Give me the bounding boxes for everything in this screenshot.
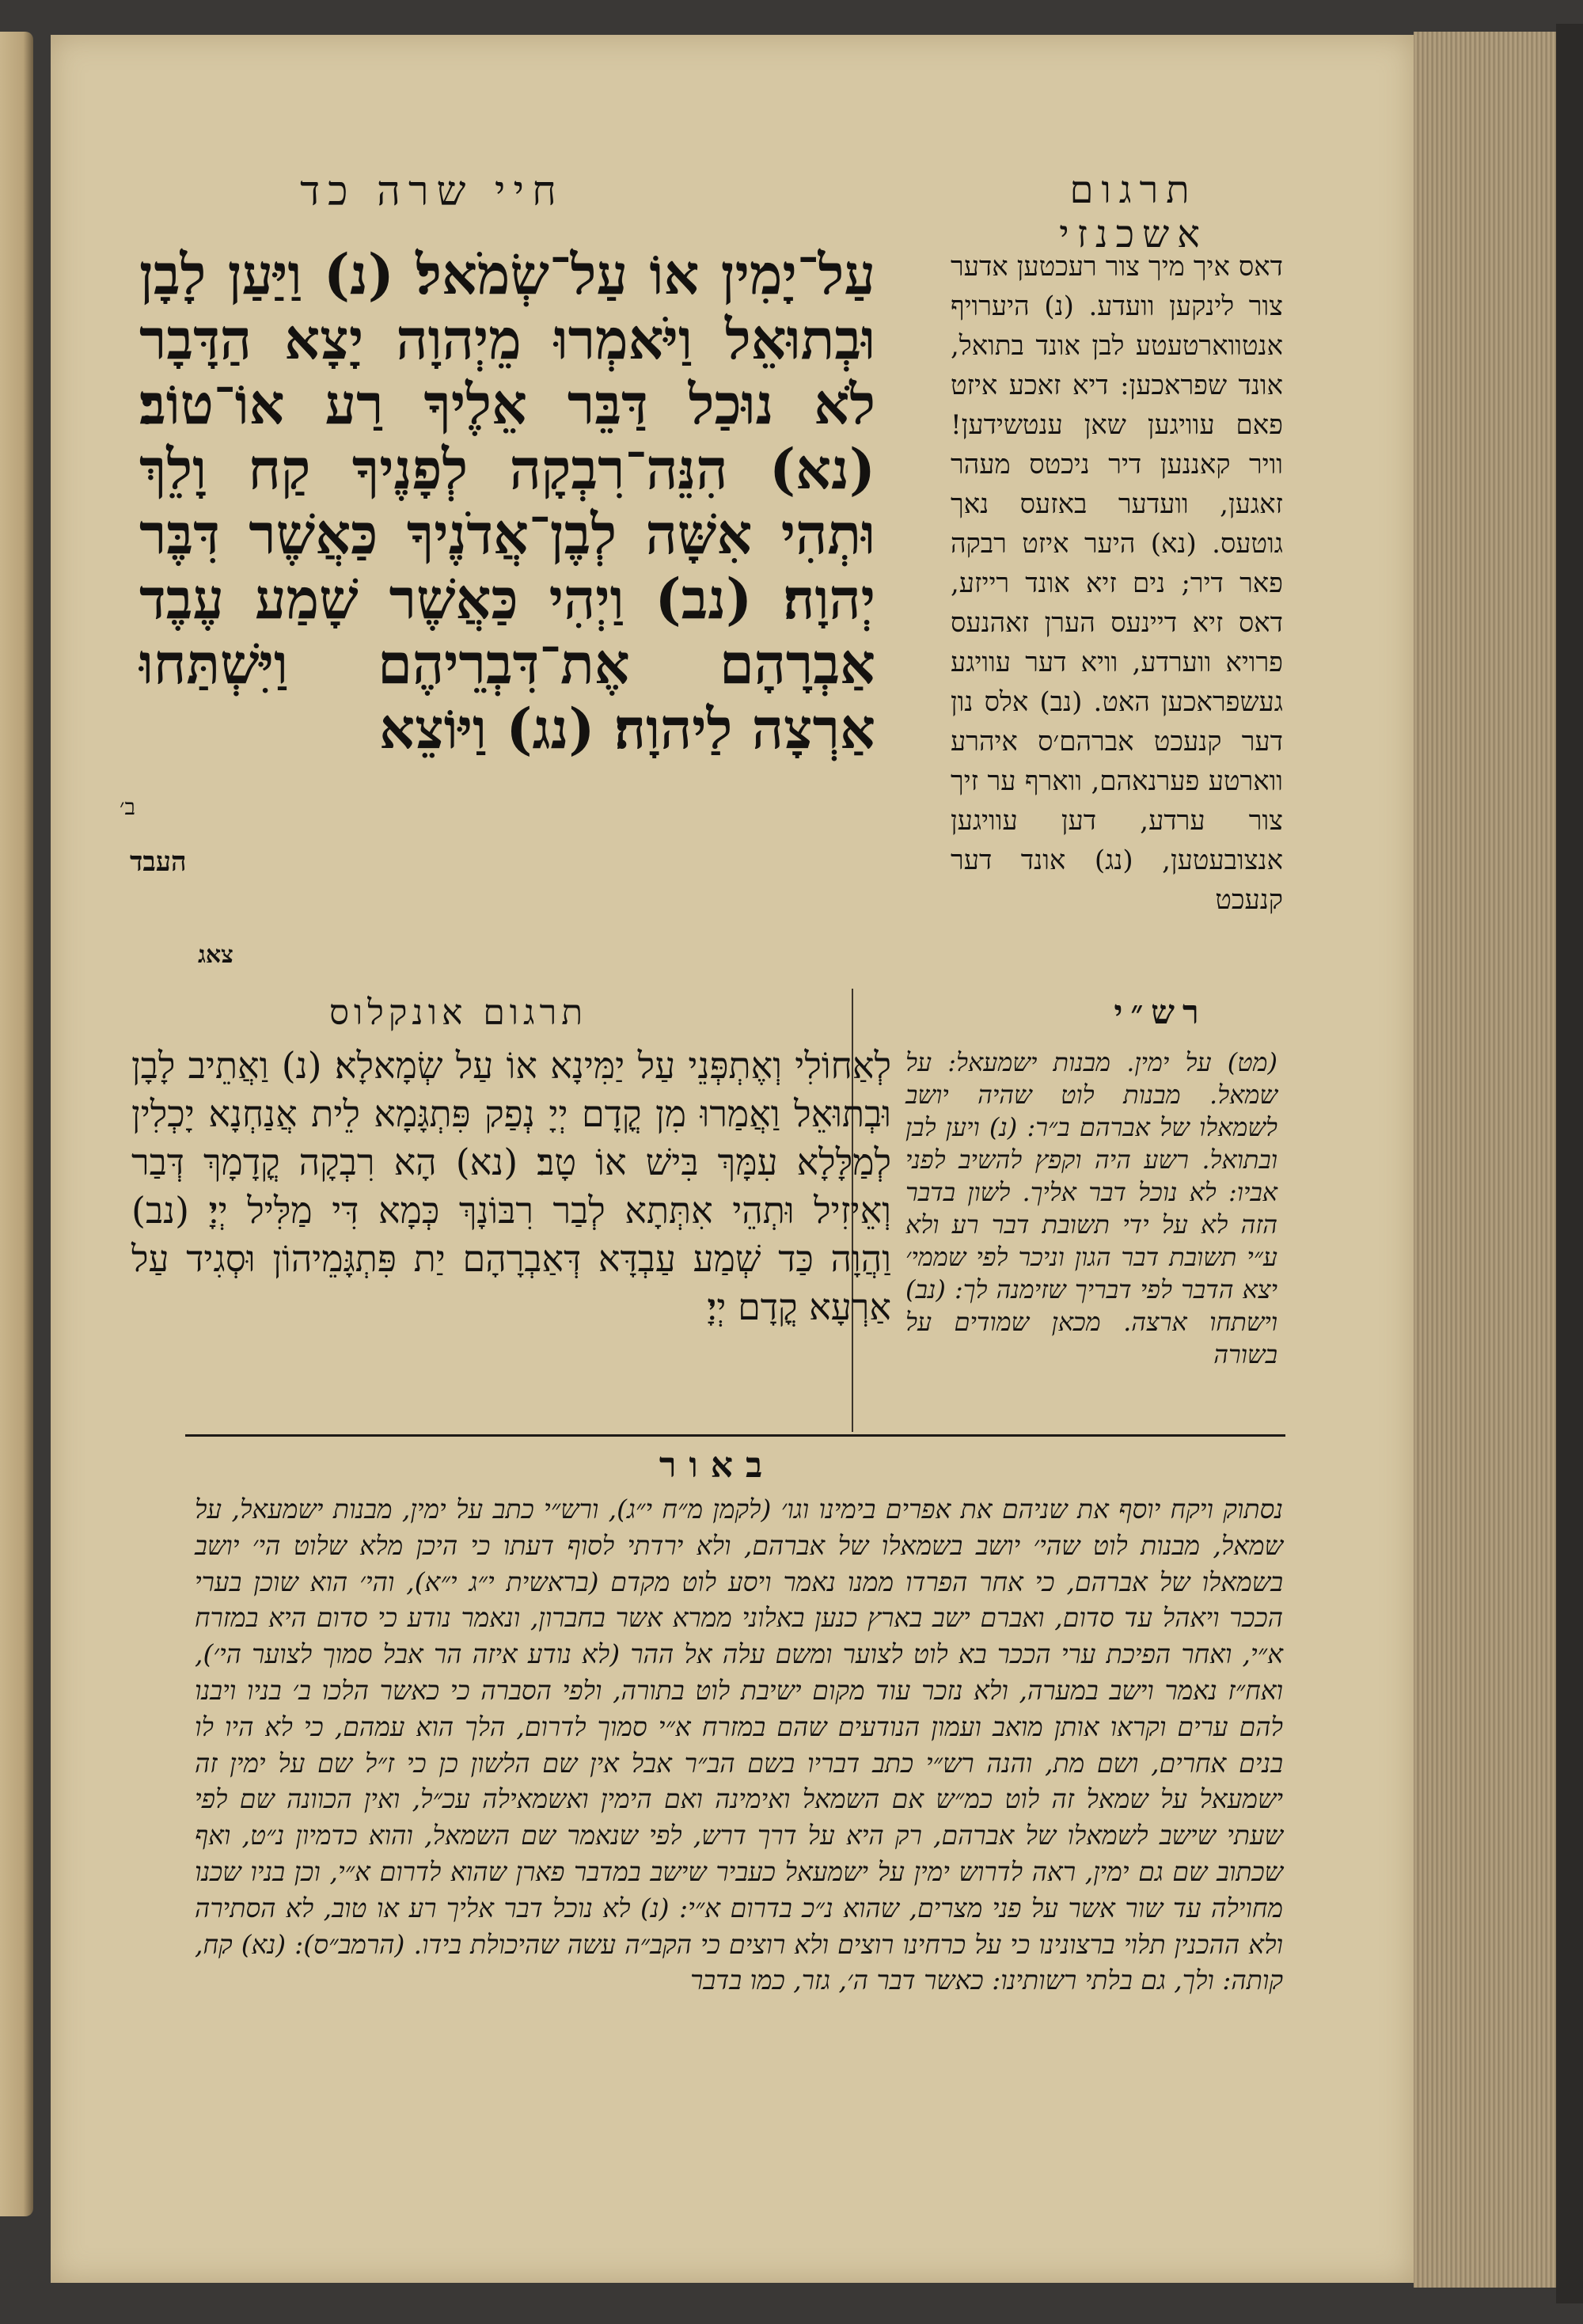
targum-onkelos-header: תרגום אונקלוס	[328, 993, 588, 1033]
torah-catchword: העבד	[130, 846, 187, 878]
targum-ashkenazi-catchword: צאג	[198, 941, 233, 969]
book-page	[51, 35, 1414, 2283]
torah-text: עַל־יָמִין אוֹ עַל־שְׂמֹאל׃ (נ) וַיַּעַן לָבָן וּבְתוּאֵל וַיֹּאמְרוּ מֵיְהוָה יָצָא הַדָּבָר לֹא נוּכַל דַּבֵּר אֵלֶיךָ רַע אוֹ־טוֹב׃ (נא) הִנֵּה־רִבְקָה לְפָנֶיךָ קַח וָלֵךְ וּתְהִי אִשָּׁה לְבֶן־אֲדֹנֶיךָ כַּאֲשֶׁר דִּבֶּר יְהוָה׃ (נב) וַיְהִי כַּאֲשֶׁר שָׁמַע עֶבֶד אַבְרָהָם אֶת־דִּבְרֵיהֶם וַיִּשְׁתַּחוּ אַרְצָה לַיהוָה׃ (נג) וַיּוֹצֵא	[139, 241, 875, 761]
facing-page-edge	[0, 32, 33, 2216]
biur-commentary: נסתוק ויקח יוסף את שניהם את אפרים בימינו וגו׳ (לקמן מ״ח י״ג), ורש״י כתב על ימין, מבנות ישמעאל, על שמאל, מבנות לוט שהי׳ יושב בשמאלו של אברהם, ולא ירדתי לסוף דעתו כי היכן מלא שלוט הי׳ יושב בשמאלו של אברהם, כי אחר הפרדו ממנו נאמר ויסע לוט מקדם (בראשית י״ג י״א), והי׳ הוא שוכן בערי הככר ויאהל עד סדום, ואברם ישב בארץ כנען באלוני ממרא אשר בחברון, ונאמר נודע כי סדום היא במזרח א״י, ואחר הפיכת ערי הככר בא לוט לצוער ומשם עלה אל ההר (לא נודע איזה הר אבל סמוך לצוער הי׳), ואח״ז נאמר וישב במערה, ולא נזכר עוד מקום ישיבת לוט בתורה, ולפי הסברה כי כאשר הלכו ב׳ בניו ויבנו להם ערים וקראו אותן מואב ועמון הנודעים שהם במזרח א״י סמוך לדרום, הלך הוא עמהם, כי לא היו לו בנים אחרים, ושם מת, והנה רש״י כתב דבריו בשם הב״ר אבל אין שם הלשון כן כי ז״ל שם על ימין זה ישמעאל על שמאל זה לוט כמ״ש אם השמאל ואימינה ואם הימין ואשמאילה עכ״ל, ואין הכוונה שם לפי שעתי שישב לשמאלו של אברהם, רק היא על דרך דרש, לפי שנאמר שם השמאל, והוא כדמיון נ״ט, ואף שכתוב שם גם ימין, ראה לדרוש ימין על ישמעאל כעביר שישב במדבר פארן שהוא לדרום א״י, וכן בניו שכנו מחוילה עד שור אשר על פני מצרים, שהוא נ״כ בדרום א״י: (נ) לא נוכל דבר אליך רע או טוב, לא הסתירה ולא ההכנין תלוי ברצונינו כי על כרחינו רוצים ולא רוצים כי הקב״ה עשה שהיכולת בידו. (הרמב״ס): (נא) קח, קותה: ולך, גם בלתי רשותינו: כאשר דבר ה׳, גזר, כמו בדבר	[195, 1494, 1283, 1996]
page-block-edges	[1414, 32, 1556, 2288]
targum-ashkenazi-header: תרגום אשכנזי	[1059, 168, 1208, 256]
biur-header: באור	[659, 1445, 776, 1486]
background-shadow	[1556, 24, 1583, 2303]
targum-onkelos-text: לְאַחוֹלִי וְאֶתְפְּנֵי עַל יַמִּינָא אוֹ עַל שְׂמָאלָא׃ (נ) וַאֲתֵיב לָבָן וּבְתוּאֵל וַאֲמַרוּ מִן קֳדָם יְיָ נְפַק פִּתְגָּמָא לֵית אֲנַחְנָא יָכְלִין לְמַלָּלָא עִמָּךְ בִּישׁ אוֹ טָב׃ (נא) הָא רִבְקָה קֳדָמָךְ דְּבַר וְאֵיזִיל וּתְהֵי אִתְּתָא לְבַר רִבּוֹנָךְ כְּמָא דִּי מַלִּיל יְיָ׃ (נב) וַהֲוָה כַּד שְׁמַע עַבְדָּא דְּאַבְרָהָם יַת פִּתְגָּמֵיהוֹן וּסְגִיד עַל אַרְעָא קֳדָם יְיָ׃	[131, 1044, 891, 1328]
rashi-header: רש״י	[1114, 993, 1207, 1031]
section-divider	[185, 1434, 1285, 1437]
rashi-commentary: (מט) על ימין. מבנות ישמעאל: על שמאל. מבנות לוט שהיה יושב לשמאלו של אברהם ב״ר: (נ) ויען לבן ובתואל. רשע היה וקפץ להשיב לפני אביו: לא נוכל דבר אליך. לשון בדבר הזה לא על ידי תשובת דבר רע ולא ע״י תשובת דבר הגון וניכר לפי שממי׳ יצא הדבר לפי דבריך שזימנה לך: (נב) וישתחו ארצה. מכאן שמודים על בשורה	[905, 1047, 1277, 1369]
parasha-header: חיי שרה כד	[300, 168, 564, 215]
targum-ashkenazi-text: דאס איך מיך צור רעכטען אדער צור לינקען וועדע. (נ) היערויף אנטווארטעטע לבן אונד בתואל, אונד שפראכען: דיא זאכע איזט פאם עוויגען שאן ענטשידען! וויר קאננען דיר ניכטס מעהר זאגען, וועדער באזעס נאך גוטעס. (נא) היער איזט רבקה פאר דיר; נים זיא אונד רייזע, דאס זיא דיינעס הערן זאהנעס פרויא ווערדע, וויא דער עוויגע געשפראכען האט. (נב) אלס נון דער קנעכט אברהם׳ס איהרע ווארטע פערנאהם, ווארף ער זיך צור ערדע, דען עוויגען אנצובעטען, (נג) אונד דער קנעכט	[951, 251, 1283, 916]
marginal-note: ב׳	[120, 794, 135, 820]
